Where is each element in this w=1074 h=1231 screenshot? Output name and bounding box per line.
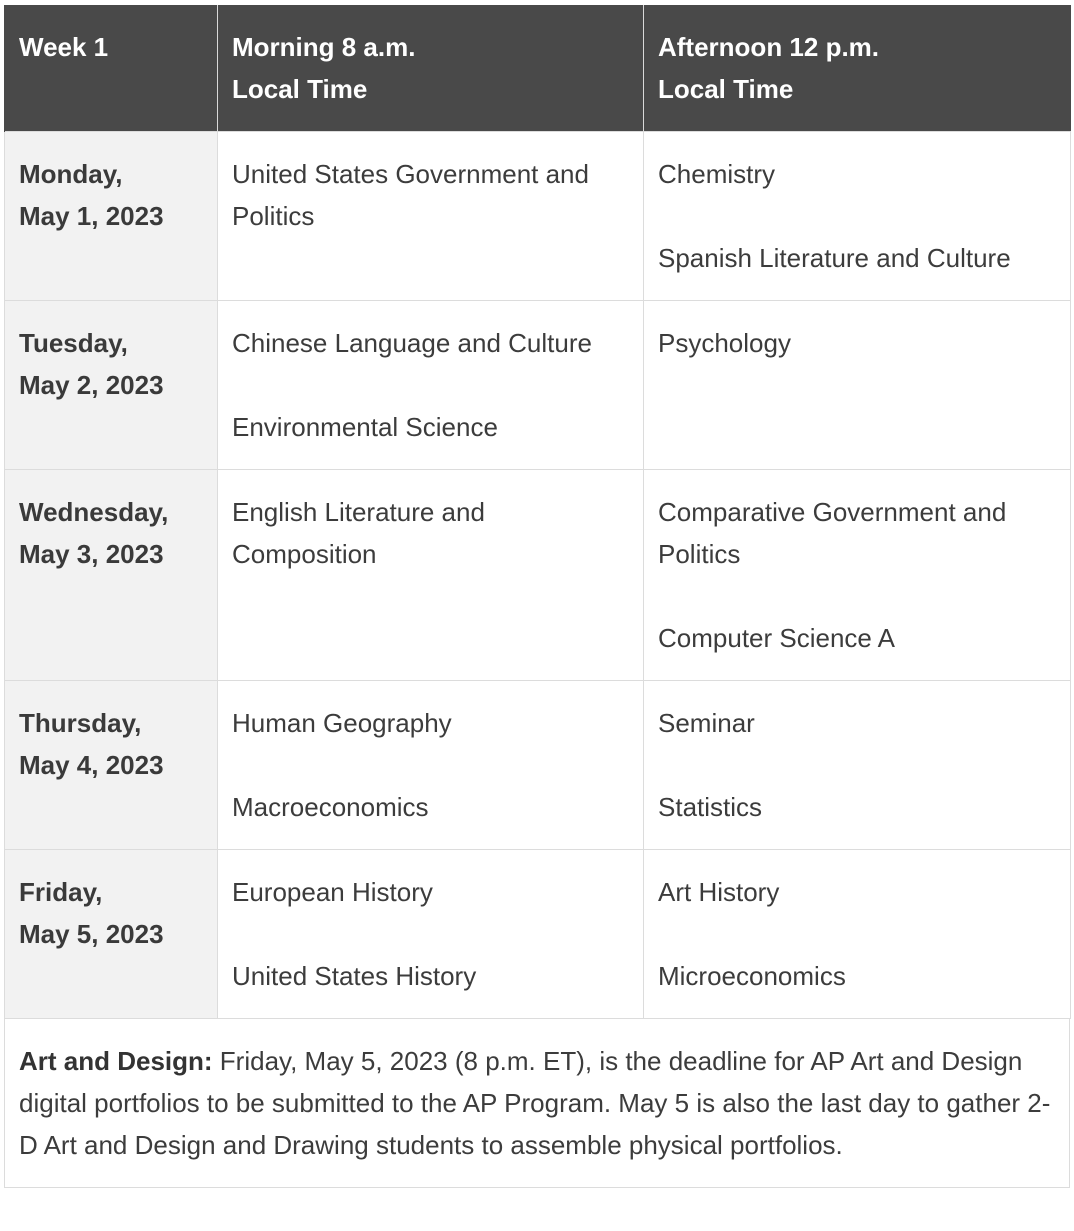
day-date: May 2, 2023 xyxy=(19,370,164,400)
morning-cell xyxy=(218,850,644,1019)
exam-subject: Microeconomics xyxy=(658,961,846,991)
exam-subject: United States History xyxy=(232,961,477,991)
exam-subject: Spanish Literature and Culture xyxy=(658,243,1011,273)
day-cell xyxy=(5,681,218,850)
day-cell xyxy=(5,132,218,301)
exam-subject: Macroeconomics xyxy=(232,792,429,822)
day-cell xyxy=(5,301,218,470)
header-week xyxy=(5,5,218,132)
exam-subject: English Literature and Composition xyxy=(232,497,485,569)
exam-subject: Chinese Language and Culture xyxy=(232,328,592,358)
art-and-design-note xyxy=(4,1019,1070,1188)
table-row xyxy=(5,132,1071,301)
day-date: May 4, 2023 xyxy=(19,750,164,780)
day-cell xyxy=(5,470,218,681)
note-label: Art and Design: xyxy=(19,1046,213,1076)
note-text: Friday, May 5, 2023 (8 p.m. ET), is the deadline for AP Art and Design digital portfolios to be submitted to the AP Program. May 5 is also the last day to gather 2-D Art and Design and Drawing students to assemble physical portfolios. xyxy=(19,1046,1051,1160)
day-name: Monday, xyxy=(19,159,123,189)
afternoon-cell xyxy=(644,132,1071,301)
day-name: Tuesday, xyxy=(19,328,128,358)
header-week-label: Week 1 xyxy=(19,32,109,62)
day-date: May 3, 2023 xyxy=(19,539,164,569)
day-name: Friday, xyxy=(19,877,103,907)
exam-subject: Statistics xyxy=(658,792,763,822)
header-morning-line1: Morning 8 a.m. xyxy=(232,32,416,62)
day-date: May 1, 2023 xyxy=(19,201,164,231)
table-row xyxy=(5,681,1071,850)
day-date: May 5, 2023 xyxy=(19,919,164,949)
table-row xyxy=(5,850,1071,1019)
afternoon-cell xyxy=(644,301,1071,470)
afternoon-cell xyxy=(644,470,1071,681)
header-morning xyxy=(218,5,644,132)
exam-subject: United States Government and Politics xyxy=(232,159,589,231)
schedule-container xyxy=(4,5,1070,1188)
header-morning-line2: Local Time xyxy=(232,74,368,104)
exam-subject: Psychology xyxy=(658,328,791,358)
exam-subject: Comparative Government and Politics xyxy=(658,497,1007,569)
afternoon-cell xyxy=(644,850,1071,1019)
day-name: Thursday, xyxy=(19,708,142,738)
header-afternoon-line2: Local Time xyxy=(658,74,794,104)
exam-schedule-table xyxy=(4,5,1071,1019)
table-row xyxy=(5,301,1071,470)
morning-cell xyxy=(218,681,644,850)
exam-subject: Seminar xyxy=(658,708,755,738)
exam-subject: Art History xyxy=(658,877,780,907)
exam-subject: European History xyxy=(232,877,433,907)
header-row xyxy=(5,5,1071,132)
day-cell xyxy=(5,850,218,1019)
morning-cell xyxy=(218,132,644,301)
morning-cell xyxy=(218,301,644,470)
table-row xyxy=(5,470,1071,681)
exam-subject: Environmental Science xyxy=(232,412,498,442)
header-afternoon xyxy=(644,5,1071,132)
day-name: Wednesday, xyxy=(19,497,169,527)
header-afternoon-line1: Afternoon 12 p.m. xyxy=(658,32,880,62)
morning-cell xyxy=(218,470,644,681)
exam-subject: Human Geography xyxy=(232,708,452,738)
exam-subject: Computer Science A xyxy=(658,623,896,653)
afternoon-cell xyxy=(644,681,1071,850)
exam-subject: Chemistry xyxy=(658,159,776,189)
